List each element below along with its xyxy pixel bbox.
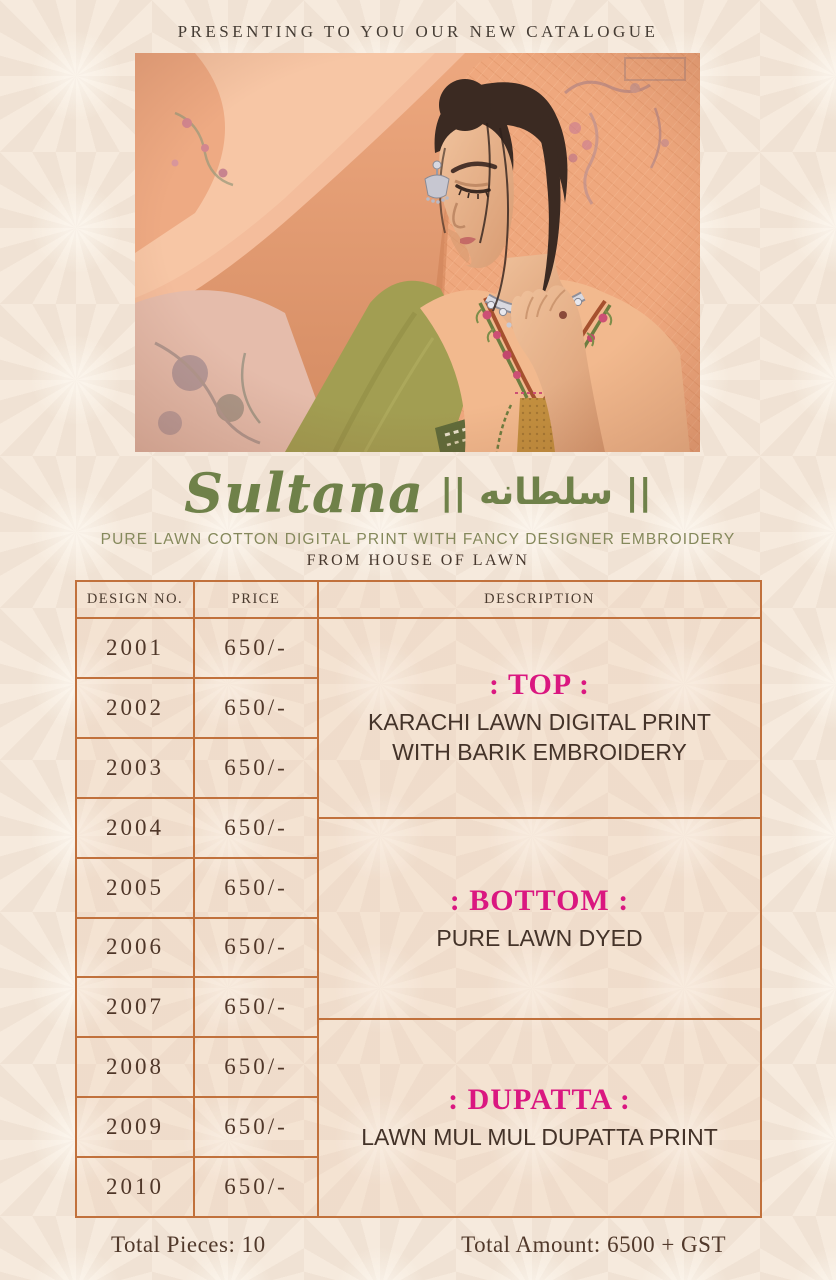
section-body-dupatta: LAWN MUL MUL DUPATTA PRINT	[361, 1124, 718, 1151]
totals-row	[75, 1232, 762, 1258]
price-cell: 650/-	[195, 919, 317, 979]
design-no-cell: 2007	[77, 978, 193, 1038]
section-title-top: : TOP :	[489, 668, 590, 702]
design-no-cell: 2004	[77, 799, 193, 859]
section-title-dupatta: : DUPATTA :	[448, 1083, 631, 1117]
brand-title	[0, 456, 836, 530]
brand-house-line: FROM HOUSE OF LAWN	[306, 552, 530, 569]
column-header-design: DESIGN NO.	[77, 582, 193, 619]
design-no-cell: 2005	[77, 859, 193, 919]
price-cell: 650/-	[195, 978, 317, 1038]
price-cell: 650/-	[195, 739, 317, 799]
price-cell: 650/-	[195, 1038, 317, 1098]
section-title-bottom: : BOTTOM :	[449, 883, 630, 917]
price-cell: 650/-	[195, 859, 317, 919]
page-tagline: PRESENTING TO YOU OUR NEW CATALOGUE	[177, 22, 659, 41]
brand-subtitle: PURE LAWN COTTON DIGITAL PRINT WITH FANCY DESIGNER EMBROIDERY	[100, 531, 736, 548]
price-cell: 650/-	[195, 619, 317, 679]
design-column	[77, 582, 195, 1216]
description-section-bottom	[319, 819, 760, 1020]
price-cell: 650/-	[195, 1098, 317, 1158]
price-cell: 650/-	[224, 1174, 288, 1200]
section-body-top: KARACHI LAWN DIGITAL PRINT WITH BARIK EMBROIDERY	[368, 709, 711, 765]
price-cell: 650/-	[195, 679, 317, 739]
design-no-cell: 2008	[77, 1038, 193, 1098]
column-header-price: PRICE	[195, 582, 317, 619]
design-no-cell: 2006	[77, 919, 193, 979]
design-no-cell: 2003	[77, 739, 193, 799]
price-table	[75, 580, 762, 1218]
design-no-cell: 2010	[106, 1174, 164, 1200]
design-no-cell: 2001	[77, 619, 193, 679]
price-rows	[195, 619, 317, 1216]
brand-name-arabic: || سلطانه ||	[440, 472, 652, 513]
description-section-dupatta	[319, 1020, 760, 1216]
column-header-description: DESCRIPTION	[319, 582, 760, 619]
design-no-cell: 2009	[77, 1098, 193, 1158]
design-rows	[77, 619, 193, 1216]
design-no-cell: 2002	[77, 679, 193, 739]
description-column	[319, 582, 760, 1216]
description-section-top	[319, 619, 760, 819]
price-cell: 650/-	[195, 799, 317, 859]
model-photo-illustration	[135, 53, 700, 452]
section-body-bottom: PURE LAWN DYED	[436, 924, 643, 951]
price-column	[195, 582, 319, 1216]
brand-name-script: Sultana	[184, 461, 425, 525]
total-pieces: Total Pieces: 10	[111, 1232, 266, 1257]
total-amount: Total Amount: 6500 + GST	[461, 1232, 726, 1257]
model-photo	[135, 53, 700, 452]
